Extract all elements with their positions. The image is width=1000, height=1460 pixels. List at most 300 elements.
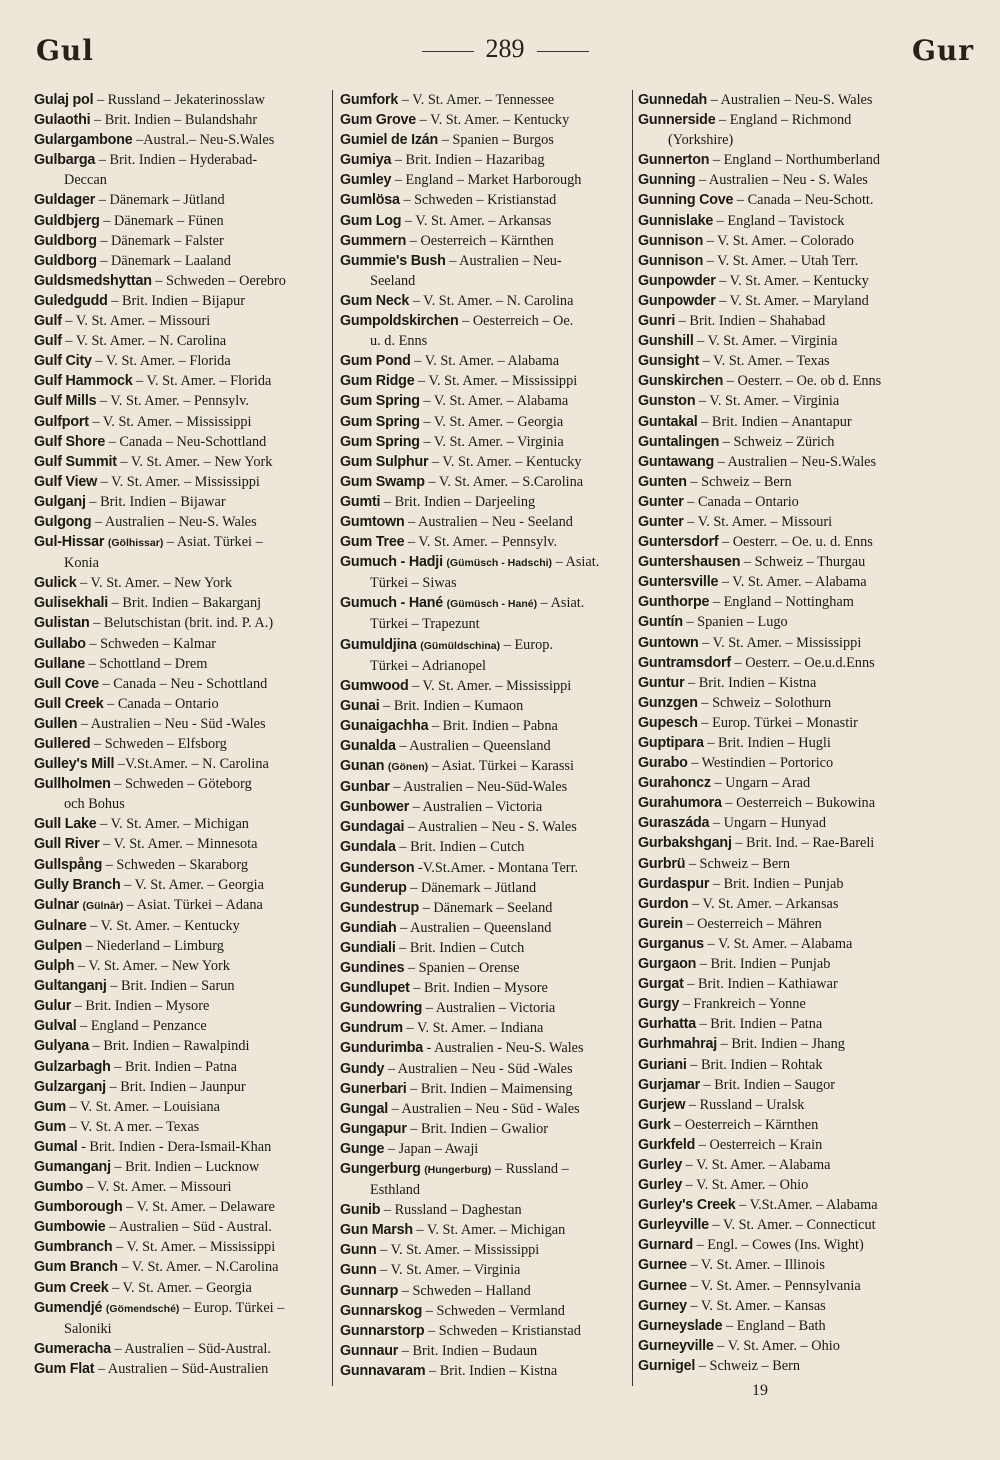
entry-term: Gulley's Mill (34, 756, 115, 773)
entry-term: Guldsmedshyttan (34, 272, 152, 289)
gazetteer-entry (34, 1237, 326, 1257)
gazetteer-entry (34, 1177, 326, 1197)
entry-term: Gulick (34, 575, 77, 592)
entry-location: – V. St. Amer. – Texas (702, 353, 830, 370)
entry-term: Gurdon (638, 895, 689, 912)
entry-term: Gunzgen (638, 694, 698, 711)
entry-variant: (Gümüsch - Hadschi) (446, 557, 553, 570)
entry-location: – V. St. Amer. – Arkansas (692, 895, 839, 912)
header-guide-word-right: Gur (911, 34, 974, 67)
gazetteer-entry (340, 492, 632, 512)
gazetteer-entry (34, 895, 326, 916)
gazetteer-entry (340, 1038, 632, 1058)
entry-term: Gumwood (340, 677, 409, 694)
gazetteer-entry (638, 331, 978, 351)
entry-location: – Oesterreich – Krain (698, 1136, 823, 1153)
entry-location: – V. St. Amer. – Florida (95, 353, 231, 370)
gazetteer-entry (34, 1298, 326, 1339)
entry-location: – Brit. Indien – Kathiawar (687, 976, 838, 993)
entry-term: Gurley's Creek (638, 1197, 736, 1214)
gazetteer-entry (638, 793, 978, 813)
gazetteer-entry (638, 1195, 978, 1215)
entry-term: Gull Creek (34, 695, 104, 712)
entry-term: Gumpoldskirchen (340, 313, 459, 330)
gazetteer-entry (34, 1217, 326, 1237)
entry-term: Gull Lake (34, 816, 97, 833)
entry-location: – Canada – Ontario (687, 493, 799, 510)
entry-location: – Brit. Indien – Hazaribag (394, 152, 545, 169)
entry-location: – Brit. Indien – Patna (699, 1016, 823, 1033)
entry-location: – V. St. Amer. – Illinois (690, 1257, 825, 1274)
gazetteer-entry (34, 694, 326, 714)
gazetteer-entry (340, 170, 632, 190)
entry-term: Gulnare (34, 917, 87, 934)
entry-term: Gunri (638, 313, 676, 330)
entry-location: – Brit. Indien – Jaunpur (109, 1078, 246, 1095)
entry-location: – V. St. Amer. – Mississippi (412, 677, 572, 694)
entry-term: Gunge (340, 1140, 385, 1157)
gazetteer-entry (340, 311, 632, 351)
gazetteer-entry (34, 916, 326, 936)
gazetteer-entry (638, 90, 978, 110)
gazetteer-entry (34, 432, 326, 452)
entry-term: Gulaothi (34, 112, 91, 129)
gazetteer-entry (340, 1341, 632, 1361)
gazetteer-entry (638, 773, 978, 793)
entry-term: Gurhmahraj (638, 1036, 718, 1053)
entry-term: Gumbo (34, 1179, 84, 1196)
entry-location: – V. St. Amer. – Pennsylv. (99, 393, 250, 410)
gazetteer-entry (34, 875, 326, 895)
entry-location: – V. St. Amer. – Delaware (126, 1199, 275, 1216)
gazetteer-entry (638, 271, 978, 291)
gazetteer-entry (34, 573, 326, 593)
entry-term: Gulzarganj (34, 1078, 106, 1095)
gazetteer-entry (638, 572, 978, 592)
entry-continuation: Türkei – Adrianopel (370, 657, 486, 674)
entry-location: – Australien – Neu-Süd-Wales (393, 779, 568, 796)
entry-location: – Australien – Victoria (425, 1000, 556, 1017)
entry-term: Gulaj pol (34, 92, 94, 108)
entry-term: Gunnison (638, 252, 704, 269)
entry-term: Gullane (34, 655, 86, 672)
entry-term: Guldborg (34, 252, 97, 269)
gazetteer-entry (34, 1278, 326, 1298)
gazetteer-entry (34, 512, 326, 532)
entry-location: - Australien - Neu-S. Wales (426, 1040, 584, 1057)
entry-location: – Brit. Indien – Anantapur (701, 413, 852, 430)
gazetteer-entry (34, 814, 326, 834)
gazetteer-entry (34, 956, 326, 976)
entry-location: – Dänemark – Jütland (98, 192, 225, 209)
entry-term: Gungerburg (340, 1160, 421, 1177)
gazetteer-entry (340, 797, 632, 817)
page-number: 289 (485, 34, 525, 63)
entry-term: Gumlösa (340, 192, 400, 209)
gazetteer-entry (34, 855, 326, 875)
gazetteer-entry (340, 696, 632, 716)
gazetteer-entry (638, 874, 978, 894)
entry-term: Gurgaon (638, 956, 697, 973)
header-rule-left (422, 51, 474, 52)
entry-term: Gunnerside (638, 112, 716, 129)
entry-location: – V. St. Amer. – Mississippi (116, 1239, 276, 1256)
entry-location: – V. St. Amer. – Arkansas (404, 212, 552, 229)
entry-location: – Schweiz – Thurgau (743, 554, 866, 571)
entry-term: Guntín (638, 614, 683, 631)
entry-location: – V. St. Amer. – Kentucky (90, 917, 240, 934)
gazetteer-entry (638, 914, 978, 934)
entry-term: Gurgy (638, 996, 680, 1013)
entry-location: – England – Bath (726, 1317, 826, 1334)
entry-variant: (Hungerburg) (424, 1163, 492, 1176)
entry-location: – Schweden – Oerebro (155, 272, 286, 289)
gazetteer-entry (34, 90, 326, 110)
entry-location: – Brit. Indien – Bakarganj (111, 595, 262, 612)
entry-continuation: Konia (64, 555, 99, 572)
entry-term: Gum Tree (340, 534, 405, 551)
gazetteer-entry (638, 532, 978, 552)
gazetteer-entry (340, 391, 632, 411)
entry-location: – Brit. Indien – Mysore (74, 998, 210, 1015)
entry-term: Gulbarga (34, 152, 96, 169)
entry-term: Gunan (340, 758, 385, 775)
gazetteer-entry (340, 918, 632, 938)
entry-location: – Spanien – Burgos (441, 132, 554, 149)
gazetteer-entry (340, 291, 632, 311)
entry-term: Gum Neck (340, 292, 410, 309)
entry-location: – Australien – Neu- (449, 252, 562, 269)
entry-term: Gulpen (34, 937, 83, 954)
entry-term: Gulf Shore (34, 433, 106, 450)
entry-location: – V. St. Amer. – Florida (136, 373, 272, 390)
entry-location: – Brit. Indien – Lucknow (114, 1158, 260, 1175)
entry-location: – V. St. Amer. – Virginia (423, 433, 564, 450)
entry-location: – V. St. Amer. – Ohio (685, 1177, 809, 1194)
entry-location: – Frankreich – Yonne (682, 996, 806, 1013)
entry-term: Gum Grove (340, 112, 417, 129)
entry-term: Gun Marsh (340, 1222, 413, 1239)
gazetteer-entry (340, 150, 632, 170)
entry-term: Gundiali (340, 939, 396, 956)
entry-term: Gurbakshganj (638, 835, 732, 852)
gazetteer-entry (340, 1220, 632, 1240)
entry-term: Gundlupet (340, 980, 410, 997)
entry-location: – Schweden – Kalmar (89, 635, 217, 652)
gazetteer-entry (34, 674, 326, 694)
gazetteer-entry (34, 150, 326, 190)
entry-location: –Austral.– Neu-S.Wales (136, 132, 275, 149)
entry-location: – Belutschistan (brit. ind. P. A.) (93, 615, 274, 632)
gazetteer-entry (34, 834, 326, 854)
gazetteer-entry (340, 1240, 632, 1260)
entry-location: – Brit. Indien – Bijapur (111, 292, 246, 309)
entry-term: Gumbowie (34, 1219, 106, 1236)
entry-term: Gulf City (34, 353, 92, 370)
entry-term: Gurganus (638, 935, 704, 952)
entry-term: Guntramsdorf (638, 654, 731, 671)
entry-term: Gulfport (34, 413, 89, 430)
gazetteer-entry (340, 635, 632, 676)
gazetteer-entry (638, 934, 978, 954)
entry-term: Gul-Hissar (34, 534, 105, 551)
gazetteer-entry (34, 190, 326, 210)
entry-location: – Australien – Victoria (412, 799, 543, 816)
entry-location: – V. St. Amer. – Mississippi (380, 1242, 540, 1259)
entry-term: Gunai (340, 697, 380, 714)
entry-term: Gurahumora (638, 795, 722, 812)
entry-term: Gulf (34, 313, 62, 330)
gazetteer-entry (34, 231, 326, 251)
entry-location: – England – Penzance (80, 1018, 207, 1035)
gazetteer-entry (340, 978, 632, 998)
entry-location: – Russland – Daghestan (383, 1202, 522, 1219)
gazetteer-entry (34, 211, 326, 231)
entry-location: – V. St. Amer. – Kentucky (431, 453, 582, 470)
entry-term: Gurabo (638, 755, 688, 772)
entry-location: – Brit. Indien – Kistna (688, 674, 817, 691)
entry-term: Gum Spring (340, 433, 420, 450)
entry-term: Gunn (340, 1242, 377, 1259)
entry-location: – V.St.Amer. – Alabama (739, 1197, 878, 1214)
entry-location: – Brit. Indien – Jhang (720, 1036, 845, 1053)
entry-location: – V. St. Amer. – Mississippi (92, 413, 252, 430)
entry-term: Gurnee (638, 1277, 687, 1294)
entry-location: – Australien – Süd - Austral. (109, 1219, 272, 1236)
entry-term: Gunnavaram (340, 1362, 426, 1379)
entry-term: Gundrum (340, 1020, 403, 1037)
entry-term: Guptipara (638, 735, 704, 751)
gazetteer-entry (638, 190, 978, 210)
entry-term: Gunbower (340, 799, 410, 816)
entry-term: Gundurimba (340, 1040, 423, 1057)
entry-location: – Brit. Indien – Cutch (399, 939, 525, 956)
entry-location: – Dänemark – Jütland (410, 879, 537, 896)
entry-term: Gumiel de Izán (340, 132, 439, 149)
entry-term: Gunn (340, 1262, 377, 1279)
gazetteer-entry (34, 371, 326, 391)
entry-location: – V. St. Amer. – New York (77, 958, 230, 975)
gazetteer-entry (340, 1281, 632, 1301)
gazetteer-entry (340, 777, 632, 797)
entry-term: Gulzarbagh (34, 1058, 111, 1075)
entry-location: – Oesterreich – Mähren (686, 915, 822, 932)
entry-location: – Oesterr. – Oe.u.d.Enns (734, 654, 875, 671)
entry-term: Gum Pond (340, 353, 411, 370)
gazetteer-entry (340, 412, 632, 432)
gazetteer-entry (340, 736, 632, 756)
gazetteer-entry (638, 1356, 978, 1376)
gazetteer-entry (34, 1197, 326, 1217)
entry-location: –V.St.Amer. – N. Carolina (117, 756, 269, 773)
entry-term: Gum Creek (34, 1279, 109, 1296)
entry-term: Gumal (34, 1138, 78, 1155)
entry-location: – V. St. Amer. – Missouri (65, 313, 211, 330)
gazetteer-entry (34, 251, 326, 271)
entry-term: Guntalingen (638, 433, 720, 450)
gazetteer-entry (34, 714, 326, 734)
gazetteer-entry (638, 713, 978, 733)
gazetteer-entry (638, 1336, 978, 1356)
entry-term: Gulgong (34, 513, 92, 530)
entry-term: Gullholmen (34, 776, 111, 793)
gazetteer-entry (34, 1097, 326, 1117)
gazetteer-entry (34, 1036, 326, 1056)
entry-location: – Oesterr. – Oe. ob d. Enns (726, 373, 882, 390)
gazetteer-entry (638, 492, 978, 512)
gazetteer-entry (638, 1296, 978, 1316)
entry-continuation: Esthland (370, 1182, 421, 1199)
entry-term: Gummie's Bush (340, 252, 446, 269)
entry-term: Gulganj (34, 493, 86, 510)
entry-term: Guledgudd (34, 292, 108, 309)
gazetteer-entry (638, 150, 978, 170)
gazetteer-entry (638, 673, 978, 693)
entry-location: – V. St. Amer. – Kansas (690, 1297, 826, 1314)
entry-term: Gumuldjina (340, 636, 417, 653)
entry-location: – Dänemark – Falster (100, 232, 224, 249)
gazetteer-entry (638, 110, 978, 150)
entry-location: – Asiat. Türkei – Adana (126, 896, 263, 913)
entry-term: Gundines (340, 960, 405, 977)
entry-location: – V. St. Amer. – Missouri (687, 513, 833, 530)
gazetteer-entry (340, 1018, 632, 1038)
entry-location: – Brit. Indien – Punjab (712, 875, 844, 892)
entry-continuation: Türkei – Trapezunt (370, 616, 480, 633)
entry-term: Gumborough (34, 1199, 123, 1216)
entry-location: – Brit. Indien – Sarun (110, 978, 235, 995)
entry-location: – Australien – Queensland (400, 919, 552, 936)
entry-location: – V. St. Amer. – Pennsylvania (690, 1277, 861, 1294)
entry-term: Gumiya (340, 152, 392, 169)
entry-term: Gullabo (34, 635, 86, 652)
entry-location: – Schweden – Elfsborg (93, 736, 227, 752)
gazetteer-entry (34, 1157, 326, 1177)
entry-location: – V. St. Amer. – Virginia (380, 1262, 521, 1279)
entry-location: – Brit. Indien – Mysore (413, 980, 548, 997)
entry-term: Guntershausen (638, 554, 741, 571)
entry-location: – V. St. Amer. – Mississippi (100, 473, 260, 490)
gazetteer-entry (638, 1235, 978, 1255)
gazetteer-entry (638, 1014, 978, 1034)
entry-term: Guntersdorf (638, 534, 719, 551)
entry-location: – V. St. Amer. – Mississippi (702, 634, 862, 651)
entry-term: Gum Ridge (340, 373, 415, 390)
entry-location: – Asiat. Türkei – Karassi (431, 758, 574, 775)
gazetteer-entry (340, 1079, 632, 1099)
gazetteer-entry (638, 633, 978, 653)
entry-term: Gungapur (340, 1120, 407, 1137)
entry-term: Gumbranch (34, 1239, 113, 1256)
column-divider (632, 90, 633, 1386)
gazetteer-entry (34, 754, 326, 774)
entry-location: – Spanien – Orense (407, 960, 520, 977)
entry-location: – Schweden – Skaraborg (105, 856, 248, 873)
gazetteer-entry (34, 291, 326, 311)
entry-term: Gunning Cove (638, 192, 734, 209)
entry-term: Gundiah (340, 919, 397, 936)
entry-term: Gulargambone (34, 132, 133, 149)
entry-location: – V. St. Amer. – Colorado (706, 232, 854, 249)
gazetteer-entry (340, 90, 632, 110)
entry-term: Guriani (638, 1056, 687, 1073)
entry-location: – V. St. Amer. – Alabama (414, 353, 560, 370)
gazetteer-entry (638, 1115, 978, 1135)
entry-location: – Brit. Indien – Punjab (699, 956, 831, 973)
entry-term: Gungal (340, 1100, 389, 1117)
entry-term: Gum Flat (34, 1360, 95, 1377)
entry-location: – V. St. Amer. – Alabama (685, 1156, 831, 1173)
gazetteer-columns (34, 90, 982, 1386)
entry-term: Gupesch (638, 714, 698, 731)
gazetteer-entry (34, 634, 326, 654)
entry-location: – Oesterreich – Kärnthen (674, 1116, 819, 1133)
entry-term: Guntawang (638, 453, 715, 470)
entry-term: Gulf View (34, 473, 98, 490)
entry-term: Gum Spring (340, 393, 420, 410)
entry-location: – Australien – Queensland (399, 738, 551, 754)
entry-term: Gunnedah (638, 92, 708, 108)
gazetteer-entry (638, 552, 978, 572)
entry-location: – V. St. A mer. – Texas (69, 1118, 200, 1135)
gazetteer-entry (340, 1301, 632, 1321)
gazetteer-entry (638, 1095, 978, 1115)
entry-term: Gunib (340, 1202, 381, 1219)
entry-location: – Schweiz – Bern (698, 1357, 801, 1374)
gazetteer-entry (340, 371, 632, 391)
entry-term: Gumley (340, 172, 392, 189)
entry-term: Gunaigachha (340, 717, 429, 734)
gazetteer-entry (340, 756, 632, 777)
entry-location: – V. St. Amer. – Tennessee (401, 92, 555, 108)
gazetteer-entry (638, 231, 978, 251)
entry-term: Gunbar (340, 779, 390, 796)
entry-term: Gum Sulphur (340, 453, 429, 470)
entry-term: Gunthorpe (638, 594, 710, 611)
entry-term: Gunnislake (638, 212, 714, 229)
gazetteer-entry (638, 1255, 978, 1275)
gazetteer-entry (638, 733, 978, 753)
entry-location: – Schweiz – Bern (688, 855, 791, 872)
gazetteer-entry (34, 271, 326, 291)
entry-term: Gurjew (638, 1096, 686, 1113)
entry-location: – Japan – Awaji (387, 1140, 479, 1157)
entry-location: – Brit. Indien – Rawalpindi (92, 1038, 250, 1055)
entry-term: Gundestrup (340, 899, 420, 916)
entry-term: Gulval (34, 1018, 77, 1035)
entry-location: – Oesterreich – Oe. (462, 313, 574, 330)
entry-variant: (Gölhissar) (107, 537, 164, 550)
gazetteer-entry (340, 1159, 632, 1200)
gazetteer-entry (34, 613, 326, 633)
entry-location: – V. St. Amer. – Pennsylv. (407, 534, 558, 551)
entry-term: Gunnison (638, 232, 704, 249)
entry-location: – Oesterreich – Kärnthen (409, 232, 554, 249)
entry-location: – Dänemark – Laaland (100, 252, 231, 269)
gazetteer-entry (638, 211, 978, 231)
entry-term: Gully Branch (34, 876, 121, 893)
entry-location: – Australien – Neu - Süd -Wales (80, 715, 266, 732)
entry-term: Gunskirchen (638, 373, 724, 390)
entry-term: Gum Log (340, 212, 402, 229)
entry-location: – Schweiz – Bern (690, 473, 792, 490)
entry-term: Gunten (638, 473, 687, 490)
entry-location: – V. St. Amer. – Mississippi (418, 373, 578, 390)
gazetteer-entry (340, 1200, 632, 1220)
header-rule-right (537, 51, 589, 52)
gazetteer-entry (638, 653, 978, 673)
entry-term: Gumendjé (34, 1299, 103, 1316)
